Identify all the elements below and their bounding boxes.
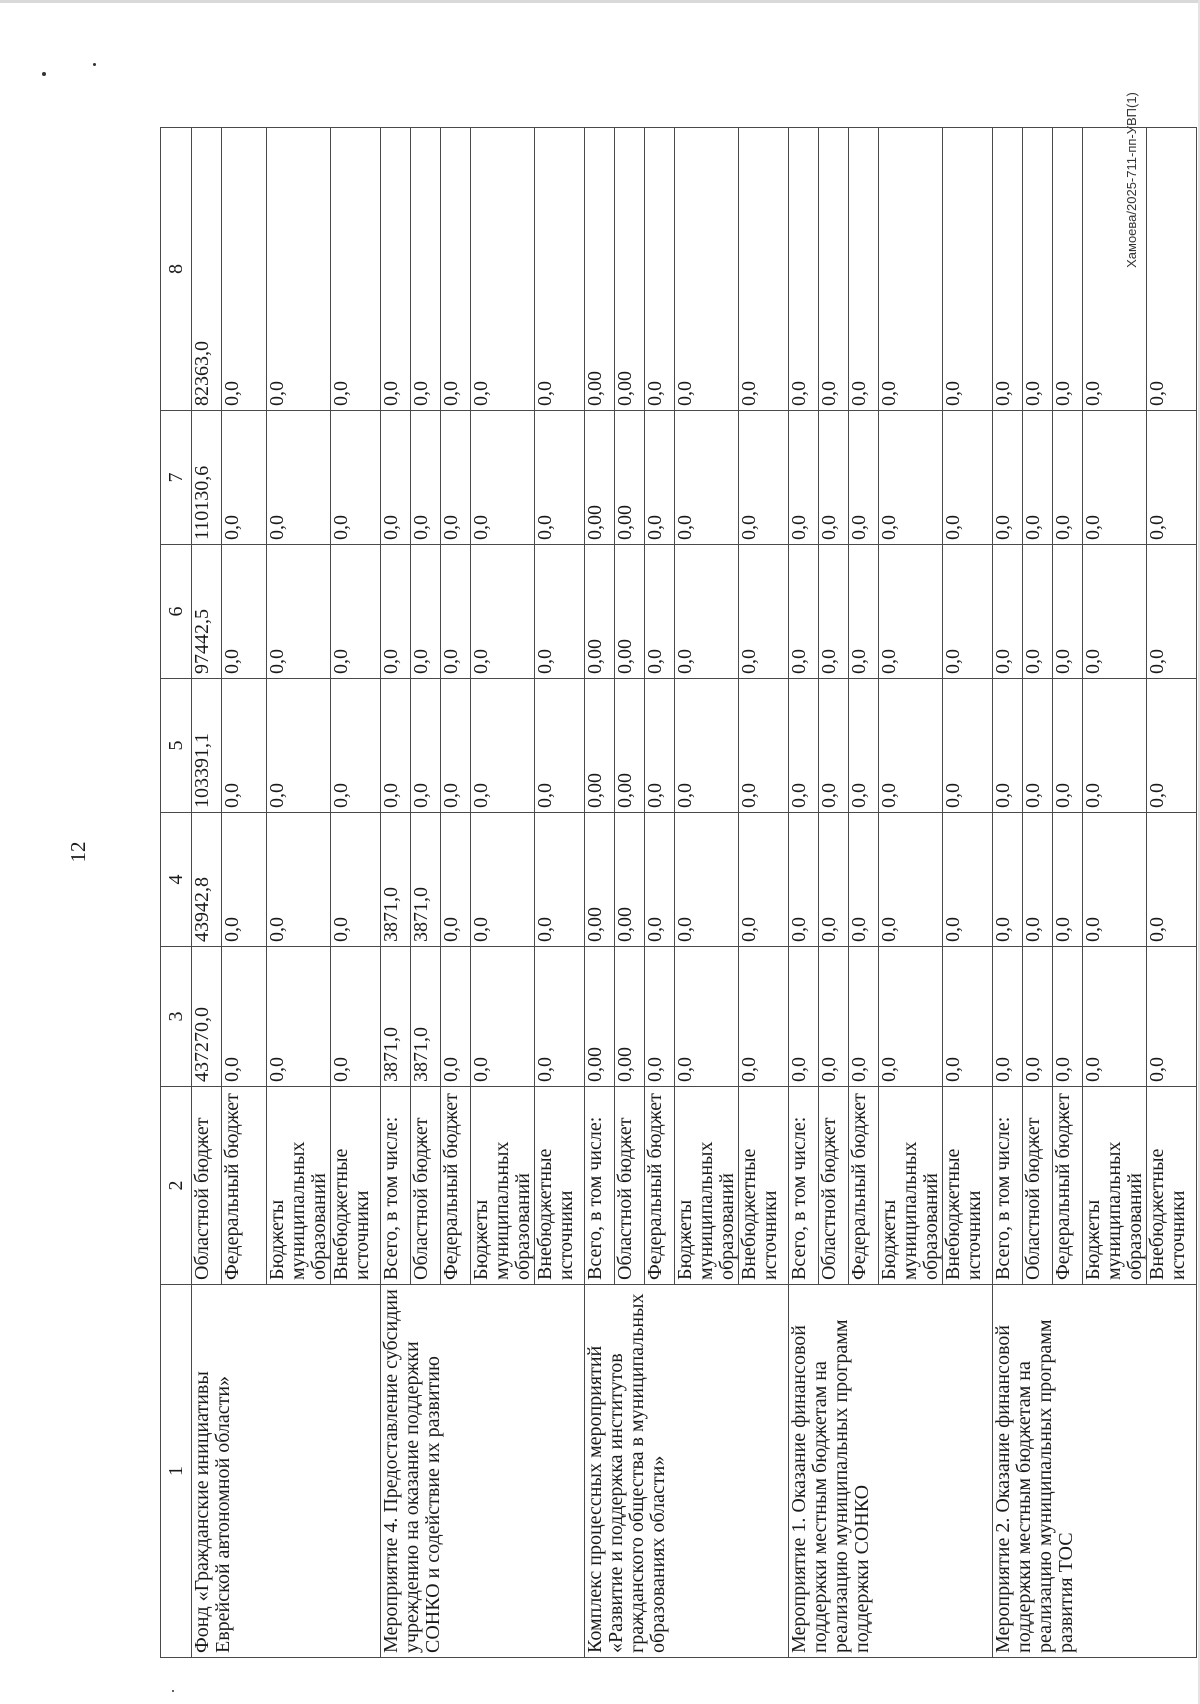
column-header: 8 [161,128,192,411]
value-cell: 0,0 [943,128,993,411]
funding-source-cell: Всего, в том числе: [381,1087,411,1285]
value-cell: 0,0 [1147,128,1197,411]
value-cell: 0,0 [849,545,879,679]
value-cell: 0,00 [615,813,645,947]
value-cell: 0,0 [441,813,471,947]
value-cell: 0,0 [819,679,849,813]
funding-source-cell: Федеральный бюджет [645,1087,675,1285]
value-cell: 0,0 [222,545,267,679]
value-cell: 0,0 [331,128,381,411]
funding-source-cell: Бюджеты муниципальных образований [879,1087,943,1285]
value-cell: 0,00 [585,947,615,1087]
value-cell: 0,0 [1023,947,1053,1087]
value-cell: 3871,0 [381,813,411,947]
value-cell: 0,0 [331,545,381,679]
value-cell: 0,0 [1053,947,1083,1087]
value-cell: 0,0 [1083,679,1147,813]
value-cell: 0,0 [879,813,943,947]
value-cell: 0,0 [1083,813,1147,947]
value-cell: 0,0 [819,128,849,411]
value-cell: 3871,0 [411,813,441,947]
funding-source-cell: Федеральный бюджет [441,1087,471,1285]
value-cell: 0,0 [411,545,441,679]
funding-source-cell: Областной бюджет [411,1087,441,1285]
value-cell: 0,0 [471,679,535,813]
value-cell: 0,0 [993,411,1023,545]
value-cell: 0,0 [1053,411,1083,545]
value-cell: 0,0 [441,947,471,1087]
value-cell: 0,0 [535,128,585,411]
value-cell: 0,0 [1023,545,1053,679]
value-cell: 0,0 [819,947,849,1087]
funding-source-cell: Бюджеты муниципальных образований [1083,1087,1147,1285]
value-cell: 0,0 [739,411,789,545]
value-cell: 0,0 [331,679,381,813]
value-cell: 0,0 [471,545,535,679]
value-cell: 0,0 [789,411,819,545]
value-cell: 0,0 [331,813,381,947]
table-row [585,128,615,1658]
value-cell: 0,00 [615,128,645,411]
value-cell: 0,0 [381,679,411,813]
value-cell: 0,0 [1147,679,1197,813]
value-cell: 0,0 [739,128,789,411]
value-cell: 0,0 [879,128,943,411]
value-cell: 0,0 [471,947,535,1087]
value-cell: 0,0 [1147,947,1197,1087]
value-cell: 0,0 [993,545,1023,679]
value-cell: 0,0 [267,679,331,813]
value-cell: 0,0 [789,947,819,1087]
value-cell: 0,0 [819,545,849,679]
value-cell: 0,0 [943,947,993,1087]
funding-source-cell: Областной бюджет [819,1087,849,1285]
funding-source-cell: Всего, в том числе: [585,1087,615,1285]
value-cell: 0,0 [1083,545,1147,679]
value-cell: 0,0 [1023,813,1053,947]
budget-table-body [192,128,1197,1658]
value-cell: 0,0 [789,128,819,411]
value-cell: 0,0 [535,947,585,1087]
value-cell: 0,0 [535,679,585,813]
funding-source-cell: Внебюджетные источники [1147,1087,1197,1285]
funding-source-cell: Федеральный бюджет [1053,1087,1083,1285]
value-cell: 0,0 [222,128,267,411]
value-cell: 3871,0 [381,947,411,1087]
value-cell: 0,0 [1147,813,1197,947]
value-cell: 0,0 [993,679,1023,813]
value-cell: 0,0 [943,679,993,813]
value-cell: 0,0 [739,947,789,1087]
value-cell: 3871,0 [411,947,441,1087]
value-cell: 437270,0 [192,947,222,1087]
value-cell: 0,0 [381,545,411,679]
value-cell: 0,0 [411,128,441,411]
value-cell: 0,0 [993,128,1023,411]
value-cell: 43942,8 [192,813,222,947]
value-cell: 0,00 [615,411,645,545]
value-cell: 0,0 [849,411,879,545]
funding-source-cell: Всего, в том числе: [993,1087,1023,1285]
funding-source-cell: Областной бюджет [615,1087,645,1285]
value-cell: 0,0 [381,411,411,545]
funding-source-cell: Федеральный бюджет [222,1087,267,1285]
funding-source-cell: Внебюджетные источники [535,1087,585,1285]
value-cell: 0,0 [943,545,993,679]
value-cell: 0,00 [585,411,615,545]
value-cell: 0,0 [1083,411,1147,545]
value-cell: 82363,0 [192,128,222,411]
value-cell: 0,0 [331,411,381,545]
document-code: Хамоева/2025-711-пп-УВП(1) [1124,92,1139,268]
scan-speck [172,1690,174,1692]
value-cell: 0,0 [675,128,739,411]
value-cell: 0,0 [879,545,943,679]
column-header: 5 [161,679,192,813]
value-cell: 0,0 [645,679,675,813]
value-cell: 0,0 [222,679,267,813]
header-row [161,128,192,1658]
value-cell: 0,0 [471,411,535,545]
value-cell: 0,0 [849,947,879,1087]
funding-source-cell: Областной бюджет [1023,1087,1053,1285]
value-cell: 0,0 [739,813,789,947]
value-cell: 0,00 [585,679,615,813]
program-name-cell: Фонд «Гражданские инициативы Еврейской автономной области» [192,1285,381,1658]
value-cell: 0,0 [1147,545,1197,679]
page-number: 12 [66,841,90,863]
value-cell: 0,0 [675,545,739,679]
value-cell: 0,0 [222,947,267,1087]
funding-source-cell: Бюджеты муниципальных образований [471,1087,535,1285]
value-cell: 0,0 [819,411,849,545]
value-cell: 0,0 [411,679,441,813]
program-name-cell: Мероприятие 2. Оказание финансовой поддержки местным бюджетам на реализацию муниципальных программ развития ТОС [993,1285,1197,1658]
value-cell: 0,0 [381,128,411,411]
value-cell: 0,0 [1053,813,1083,947]
value-cell: 0,0 [267,128,331,411]
value-cell: 0,0 [819,813,849,947]
table-row [381,128,411,1658]
value-cell: 0,0 [267,545,331,679]
column-header: 4 [161,813,192,947]
value-cell: 0,0 [1147,411,1197,545]
value-cell: 0,0 [441,411,471,545]
table-row [993,128,1023,1658]
funding-source-cell: Внебюджетные источники [739,1087,789,1285]
column-header: 6 [161,545,192,679]
value-cell: 110130,6 [192,411,222,545]
scan-speck [93,63,96,66]
value-cell: 0,0 [1053,128,1083,411]
value-cell: 0,0 [993,947,1023,1087]
value-cell: 0,0 [789,545,819,679]
value-cell: 0,0 [675,813,739,947]
value-cell: 0,0 [441,679,471,813]
value-cell: 0,0 [222,411,267,545]
value-cell: 0,0 [1053,679,1083,813]
value-cell: 0,0 [849,679,879,813]
funding-source-cell: Бюджеты муниципальных образований [675,1087,739,1285]
value-cell: 0,0 [645,813,675,947]
value-cell: 0,0 [789,679,819,813]
value-cell: 0,0 [1083,947,1147,1087]
value-cell: 0,0 [789,813,819,947]
funding-source-cell: Федеральный бюджет [849,1087,879,1285]
value-cell: 0,0 [267,411,331,545]
value-cell: 0,0 [1083,128,1147,411]
value-cell: 0,0 [943,411,993,545]
value-cell: 0,0 [1023,679,1053,813]
value-cell: 0,0 [879,679,943,813]
scan-edge-top [0,0,1200,3]
value-cell: 0,0 [879,411,943,545]
value-cell: 0,0 [849,128,879,411]
column-header: 1 [161,1285,192,1658]
value-cell: 0,0 [1023,128,1053,411]
value-cell: 0,0 [267,813,331,947]
program-name-cell: Комплекс процессных мероприятий «Развитие и поддержка институтов гражданского общества в муниципальных образованиях области» [585,1285,789,1658]
value-cell: 0,0 [267,947,331,1087]
value-cell: 0,0 [471,128,535,411]
budget-table [160,127,1197,1658]
funding-source-cell: Бюджеты муниципальных образований [267,1087,331,1285]
value-cell: 0,0 [1053,545,1083,679]
value-cell: 0,0 [943,813,993,947]
funding-source-cell: Областной бюджет [192,1087,222,1285]
value-cell: 0,0 [471,813,535,947]
scan-speck [42,72,46,76]
program-name-cell: Мероприятие 1. Оказание финансовой поддержки местным бюджетам на реализацию муниципальных программ поддержки СОНКО [789,1285,993,1658]
value-cell: 97442,5 [192,545,222,679]
value-cell: 0,00 [615,679,645,813]
value-cell: 0,0 [1023,411,1053,545]
value-cell: 0,0 [645,411,675,545]
column-header: 3 [161,947,192,1087]
column-header: 2 [161,1087,192,1285]
funding-source-cell: Внебюджетные источники [943,1087,993,1285]
value-cell: 0,0 [645,545,675,679]
value-cell: 0,0 [222,813,267,947]
value-cell: 0,00 [585,813,615,947]
value-cell: 0,0 [441,545,471,679]
value-cell: 0,00 [585,545,615,679]
value-cell: 0,0 [535,545,585,679]
value-cell: 0,0 [739,679,789,813]
value-cell: 0,0 [535,411,585,545]
value-cell: 0,0 [645,128,675,411]
value-cell: 0,00 [615,947,645,1087]
program-name-cell: Мероприятие 4. Предоставление субсидии учреждению на оказание поддержки СОНКО и содействие их развитию [381,1285,585,1658]
funding-source-cell: Внебюджетные источники [331,1087,381,1285]
table-row [789,128,819,1658]
funding-source-cell: Всего, в том числе: [789,1087,819,1285]
value-cell: 0,0 [535,813,585,947]
value-cell: 0,0 [331,947,381,1087]
value-cell: 0,0 [993,813,1023,947]
value-cell: 0,00 [585,128,615,411]
value-cell: 0,0 [411,411,441,545]
value-cell: 0,0 [675,411,739,545]
value-cell: 0,0 [675,947,739,1087]
value-cell: 0,0 [739,545,789,679]
value-cell: 103391,1 [192,679,222,813]
value-cell: 0,00 [615,545,645,679]
value-cell: 0,0 [879,947,943,1087]
value-cell: 0,0 [441,128,471,411]
table-row [192,128,222,1658]
column-header: 7 [161,411,192,545]
value-cell: 0,0 [675,679,739,813]
value-cell: 0,0 [849,813,879,947]
value-cell: 0,0 [645,947,675,1087]
